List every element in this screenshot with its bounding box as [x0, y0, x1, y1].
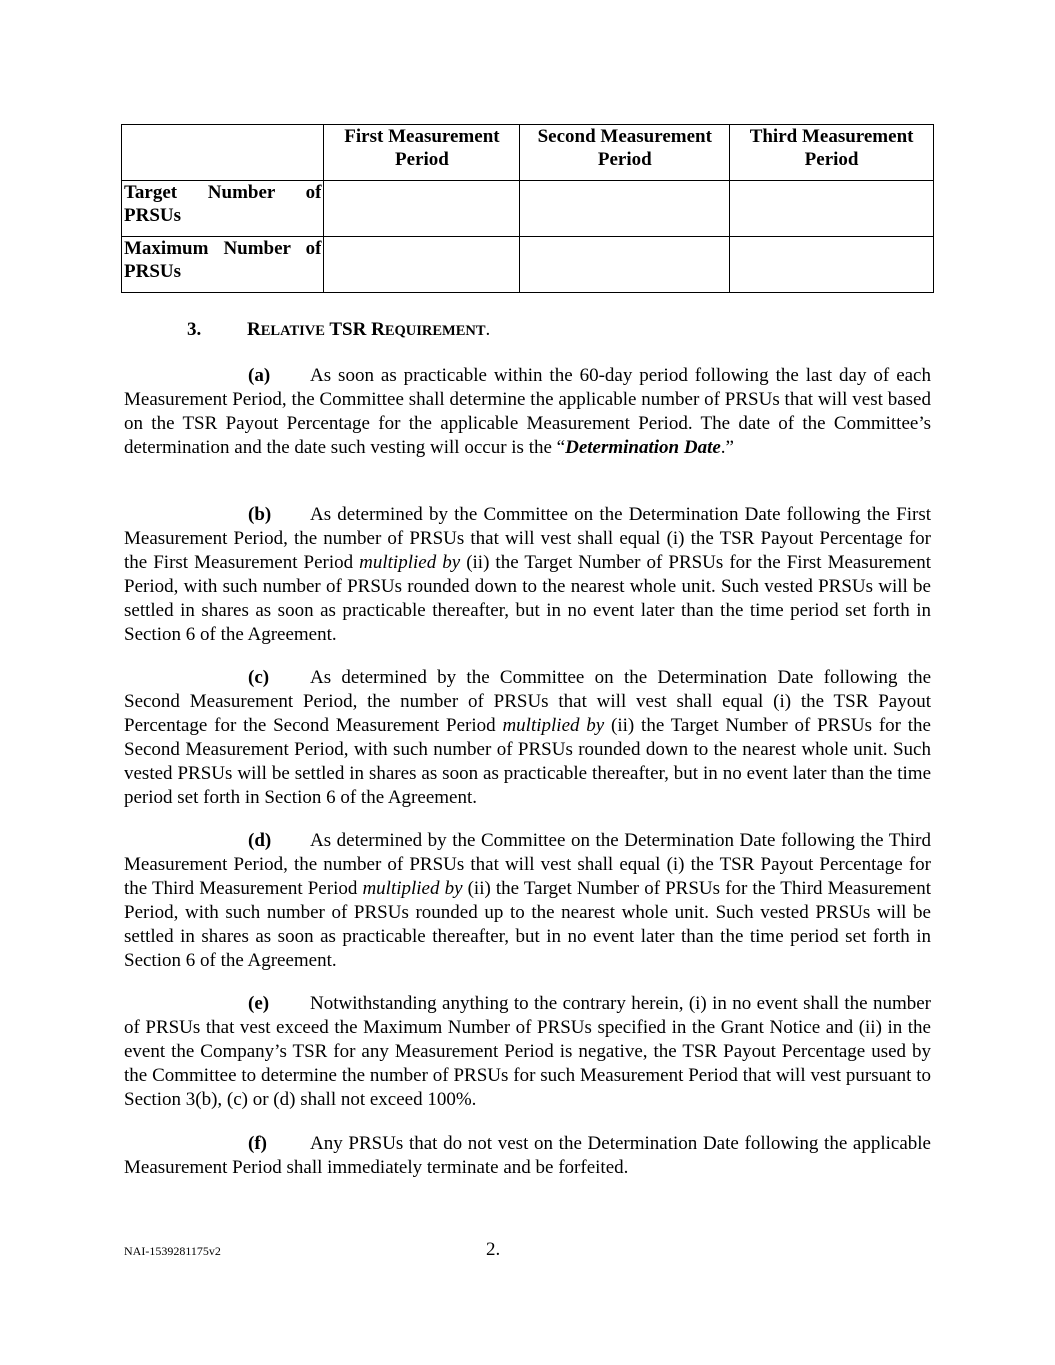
section-title-part: EQUIREMENT — [384, 323, 486, 339]
table-header-third-period: Third Measurement Period — [730, 125, 934, 181]
document-id: NAI-1539281175v2 — [124, 1244, 221, 1258]
section-title-part: R — [371, 319, 385, 340]
section-heading — [187, 319, 490, 341]
paragraph-label: (b) — [248, 504, 272, 525]
emphasis-text: multiplied by — [362, 878, 463, 899]
paragraph-text: As determined by the Committee on the Determination Date following the First Measurement Period, the number of PRSUs that will vest shall equal (i) the TSR Payout Percentage for the First Measurement Period — [124, 504, 931, 573]
row-label-target: Target Number of PRSUs — [122, 181, 324, 237]
section-number: 3. — [187, 319, 202, 340]
emphasis-text: multiplied by — [502, 715, 605, 736]
paragraph-text: (ii) the Target Number of PRSUs for the Second Measurement Period, with such number of PRSUs rounded down to the nearest whole unit. Such vested PRSUs will be settled in shares as soon as practicable thereafter, but in no event later than the time period set forth in Section 6 of the Agreement. — [124, 715, 931, 808]
paragraph-label: (c) — [248, 667, 270, 688]
page-number: 2. — [486, 1239, 501, 1260]
paragraph-f — [124, 1132, 931, 1180]
table-cell — [520, 237, 730, 293]
paragraph-e — [124, 992, 931, 1112]
table-cell — [324, 237, 520, 293]
table-row — [122, 237, 934, 293]
table-header-empty — [122, 125, 324, 181]
table-header-second-period: Second Measurement Period — [520, 125, 730, 181]
paragraph-label: (a) — [248, 365, 271, 386]
section-title-part: TSR — [329, 319, 367, 340]
table-cell — [730, 181, 934, 237]
table-header-first-period: First Measurement Period — [324, 125, 520, 181]
paragraph-b — [124, 503, 931, 647]
defined-term: Determination Date — [565, 437, 721, 458]
paragraph-label: (d) — [248, 830, 272, 851]
paragraph-text: Any PRSUs that do not vest on the Determination Date following the applicable Measurement Period shall immediately terminate and be forfeited. — [124, 1133, 931, 1178]
emphasis-text: multiplied by — [359, 552, 461, 573]
paragraph-text: .” — [720, 437, 734, 458]
table-row — [122, 181, 934, 237]
section-title-part: R — [247, 319, 261, 340]
table-cell — [520, 181, 730, 237]
paragraph-c — [124, 666, 931, 810]
table-header-row — [122, 125, 934, 181]
paragraph-d — [124, 829, 931, 973]
paragraph-text: (ii) the Target Number of PRSUs for the Third Measurement Period, with such number of PRSUs rounded up to the nearest whole unit. Such vested PRSUs will be settled in shares as soon as practicable thereafter, but in no event later than the time period set forth in Section 6 of the Agreement. — [124, 878, 932, 971]
paragraph-a — [124, 364, 931, 460]
paragraph-label: (e) — [248, 993, 270, 1014]
paragraph-text: Notwithstanding anything to the contrary herein, (i) in no event shall the number of PRSUs that vest exceed the Maximum Number of PRSUs specified in the Grant Notice and (ii) in the event the Company’s TSR for any Measurement Period is negative, the TSR Payout Percentage used by the Committee to determine the number of PRSUs for such Measurement Period that will vest pursuant to Section 3(b), (c) or (d) shall not exceed 100%. — [124, 993, 931, 1110]
prsu-table — [121, 124, 934, 293]
paragraph-text: As determined by the Committee on the Determination Date following the Third Measurement Period, the number of PRSUs that will vest shall equal (i) the TSR Payout Percentage for the Third Measurement Period — [124, 830, 931, 899]
table-cell — [324, 181, 520, 237]
row-label-maximum: Maximum Number of PRSUs — [122, 237, 324, 293]
paragraph-text: As soon as practicable within the 60-day period following the last day of each Measurement Period, the Committee shall determine the applicable number of PRSUs that will vest based on the TSR Payout Percentage for the applicable Measurement Period. The date of the Committee’s determination and the date such vesting will occur is the “ — [124, 365, 931, 458]
paragraph-text: (ii) the Target Number of PRSUs for the First Measurement Period, with such number of PRSUs rounded down to the nearest whole unit. Such vested PRSUs will be settled in shares as soon as practicable thereafter, but in no event later than the time period set forth in Section 6 of the Agreement. — [124, 552, 931, 645]
section-title-part: . — [485, 319, 491, 340]
section-title-part: ELATIVE — [260, 323, 325, 339]
paragraph-label: (f) — [248, 1133, 267, 1154]
paragraph-text: As determined by the Committee on the Determination Date following the Second Measurement Period, the number of PRSUs that will vest shall equal (i) the TSR Payout Percentage for the Second Measurement Period — [124, 667, 931, 736]
table-cell — [730, 237, 934, 293]
